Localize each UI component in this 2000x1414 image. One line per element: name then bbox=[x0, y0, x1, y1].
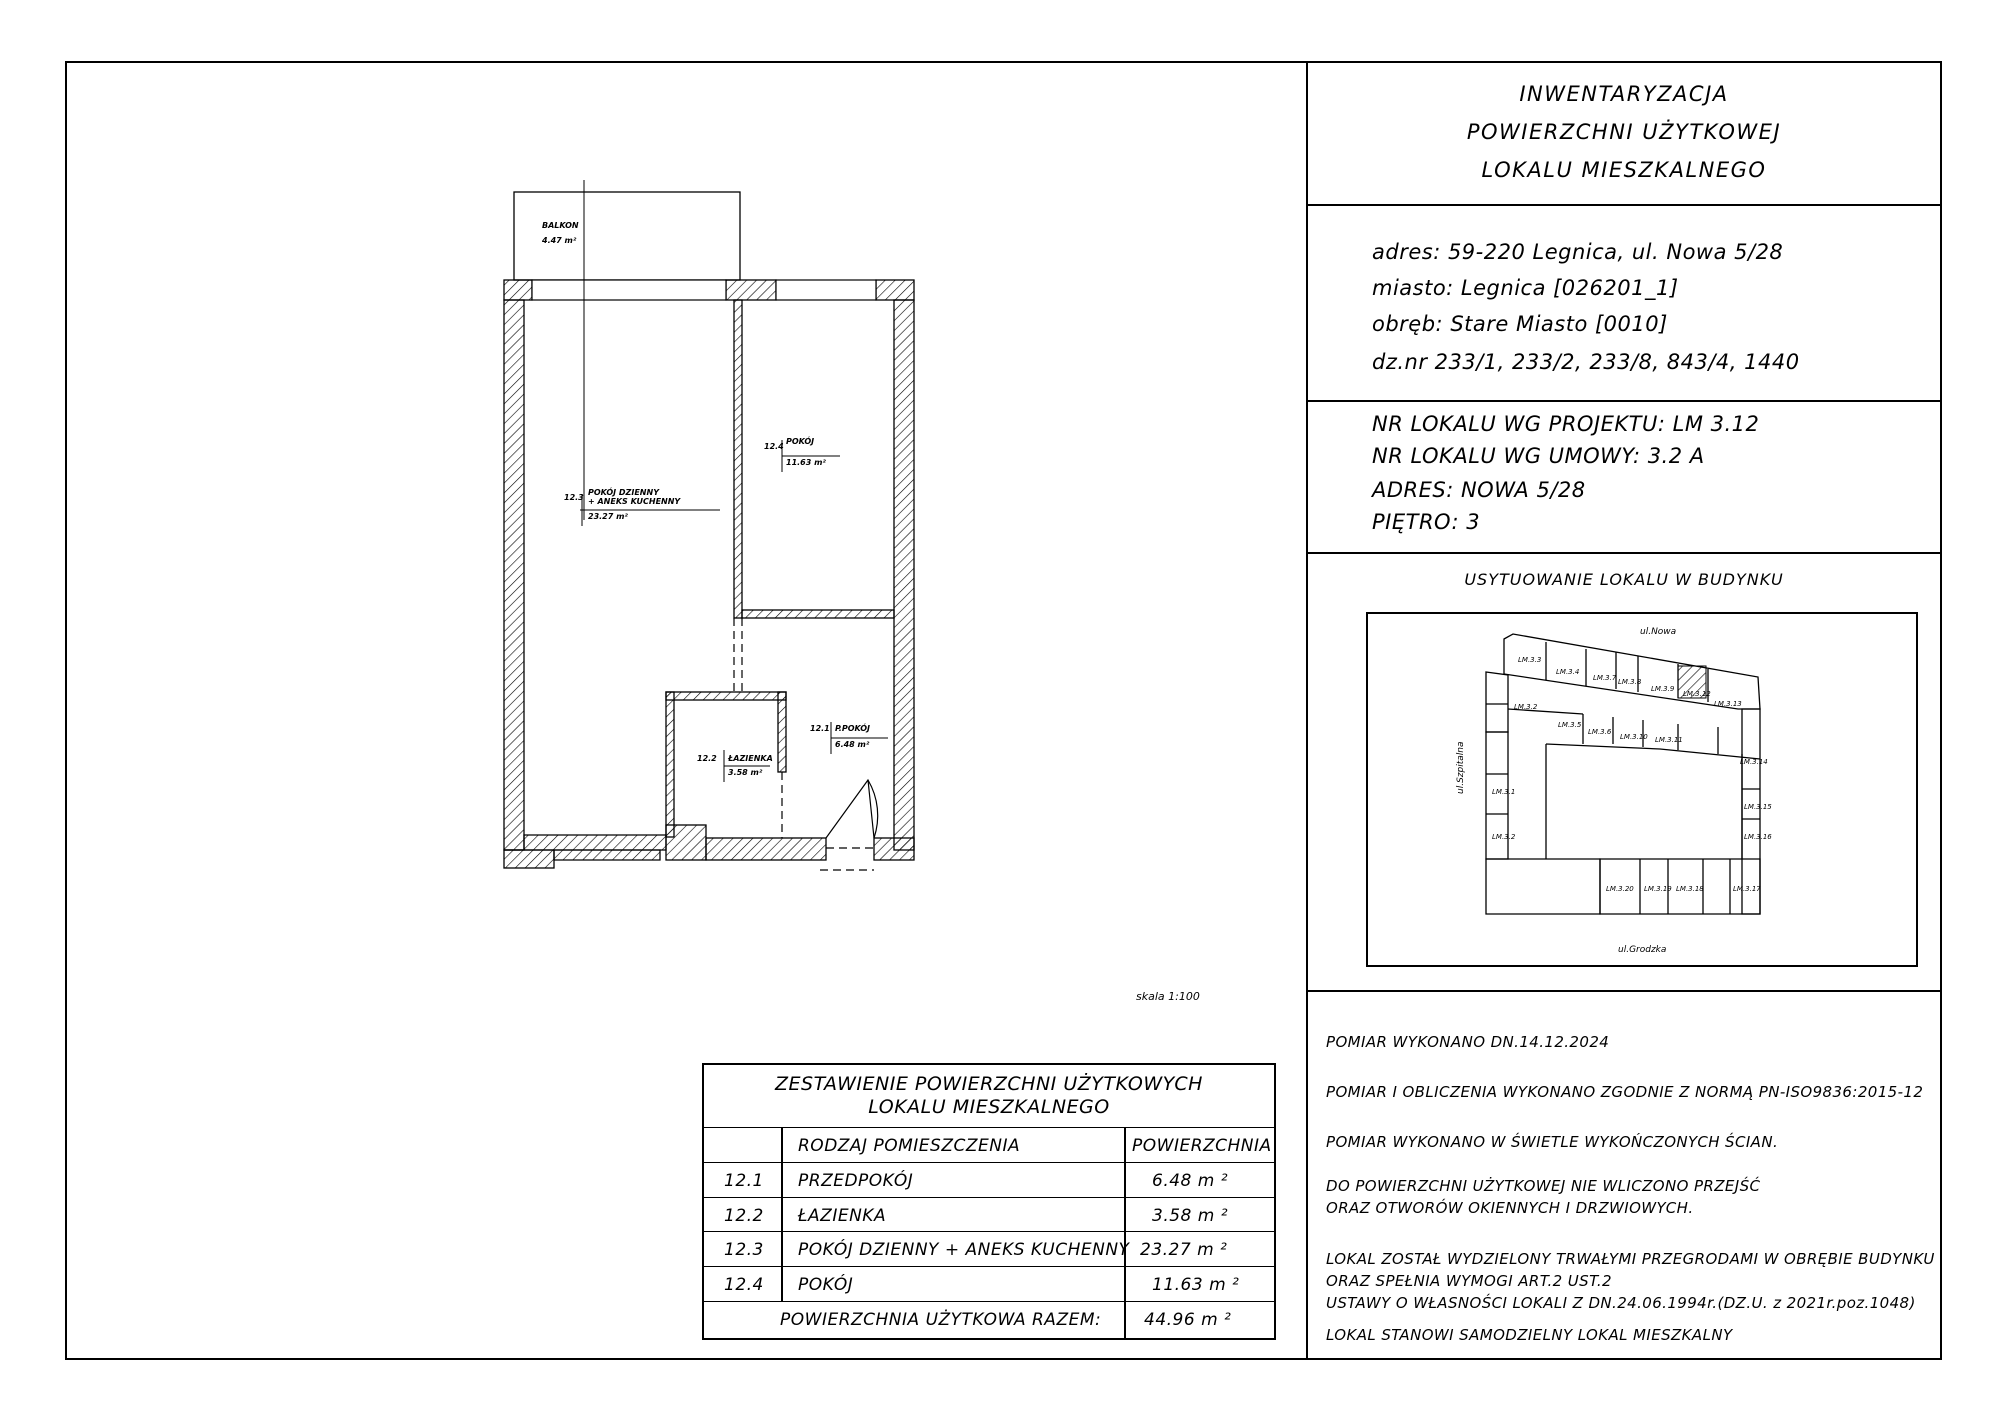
site-unit-label: LM.3.4 bbox=[1556, 668, 1580, 676]
row-room-name: ŁAZIENKA bbox=[798, 1206, 887, 1226]
row-area: 3.58 m ² bbox=[1152, 1206, 1229, 1226]
site-unit-label: LM.3.18 bbox=[1676, 885, 1704, 893]
site-unit-label: LM.3.3 bbox=[1518, 656, 1542, 664]
site-unit-label: LM.3.2 bbox=[1492, 833, 1516, 841]
site-unit-label: LM.3.5 bbox=[1558, 721, 1582, 729]
room-name: POKÓJ bbox=[786, 437, 815, 446]
room-name: ŁAZIENKA bbox=[728, 754, 773, 763]
wall bbox=[874, 838, 914, 860]
room-area: 23.27 m² bbox=[588, 512, 628, 521]
unit-address: ADRES: NOWA 5/28 bbox=[1372, 478, 1586, 502]
street-west-label: ul.Szpitalna bbox=[1456, 741, 1466, 794]
summary-table bbox=[702, 1063, 1276, 1340]
balcony-area-unit: m² bbox=[564, 236, 577, 245]
location-title: USYTUOWANIE LOKALU W BUDYNKU bbox=[1464, 570, 1784, 589]
entrance-door bbox=[868, 780, 874, 838]
table-rule bbox=[704, 1231, 1274, 1232]
address-line: adres: 59-220 Legnica, ul. Nowa 5/28 bbox=[1372, 240, 1784, 264]
row-room-name: POKÓJ DZIENNY + ANEKS KUCHENNY bbox=[798, 1240, 1130, 1260]
note-standard: POMIAR I OBLICZENIA WYKONANO ZGODNIE Z NORMĄ PN-ISO9836:2015-12 bbox=[1326, 1083, 1924, 1101]
summary-title-1: ZESTAWIENIE POWIERZCHNI UŻYTKOWYCH bbox=[775, 1073, 1203, 1095]
row-number: 12.2 bbox=[724, 1206, 764, 1226]
table-rule bbox=[704, 1197, 1274, 1198]
header-room-type: RODZAJ POMIESZCZENIA bbox=[798, 1136, 1021, 1156]
site-plan bbox=[1368, 614, 1916, 965]
note-walls: POMIAR WYKONANO W ŚWIETLE WYKOŃCZONYCH ŚCIAN. bbox=[1326, 1133, 1779, 1151]
summary-title-2: LOKALU MIESZKALNEGO bbox=[868, 1096, 1110, 1118]
partition bbox=[734, 300, 742, 618]
title-line-1: INWENTARYZACJA bbox=[1519, 82, 1729, 106]
wall bbox=[504, 850, 554, 868]
room-name: POKÓJ DZIENNY bbox=[588, 488, 659, 497]
balcony-area-value: 4.47 bbox=[542, 236, 562, 245]
table-rule bbox=[704, 1301, 1274, 1302]
wall bbox=[504, 280, 532, 300]
partition bbox=[742, 610, 894, 618]
balcony-label: BALKON bbox=[542, 221, 579, 230]
title-block-divider bbox=[1306, 61, 1308, 1360]
site-unit-label: LM.3.20 bbox=[1606, 885, 1634, 893]
wall bbox=[554, 850, 660, 860]
title-line-3: LOKALU MIESZKALNEGO bbox=[1481, 158, 1767, 182]
unit-contract-no: NR LOKALU WG UMOWY: 3.2 A bbox=[1372, 444, 1705, 468]
room-area: 6.48 m² bbox=[835, 740, 870, 749]
scale-label: skala 1:100 bbox=[1136, 990, 1200, 1003]
entrance-door-swing bbox=[826, 780, 878, 838]
note-measurement-date: POMIAR WYKONANO DN.14.12.2024 bbox=[1326, 1033, 1610, 1051]
site-unit-label: LM.3.19 bbox=[1644, 885, 1672, 893]
note-independent-unit: LOKAL STANOWI SAMODZIELNY LOKAL MIESZKALNY bbox=[1326, 1326, 1733, 1344]
row-number: 12.1 bbox=[724, 1171, 764, 1191]
row-area: 6.48 m ² bbox=[1152, 1171, 1229, 1191]
site-plan-frame bbox=[1366, 612, 1918, 967]
site-unit-label: LM.3.14 bbox=[1740, 758, 1768, 766]
title-block-separator bbox=[1306, 552, 1942, 554]
district-line: obręb: Stare Miasto [0010] bbox=[1372, 312, 1668, 336]
site-unit-label: LM.3.12 bbox=[1683, 690, 1711, 698]
total-label: POWIERZCHNIA UŻYTKOWA RAZEM: bbox=[780, 1310, 1102, 1330]
wall bbox=[894, 300, 914, 850]
room-name: + ANEKS KUCHENNY bbox=[588, 497, 681, 506]
row-number: 12.4 bbox=[724, 1275, 764, 1295]
site-unit-label: LM.3.13 bbox=[1714, 700, 1742, 708]
site-unit-label: LM.3.9 bbox=[1651, 685, 1675, 693]
row-room-name: PRZEDPOKÓJ bbox=[798, 1171, 914, 1191]
room-number: 12.2 bbox=[697, 754, 717, 763]
title-block-separator bbox=[1306, 204, 1942, 206]
row-area: 11.63 m ² bbox=[1152, 1275, 1240, 1295]
note-exclusions-1: DO POWIERZCHNI UŻYTKOWEJ NIE WLICZONO PRZEJŚĆ bbox=[1326, 1177, 1761, 1195]
wall bbox=[504, 835, 666, 850]
site-unit-label: LM.3.6 bbox=[1588, 728, 1612, 736]
site-unit-label: LM.3.16 bbox=[1744, 833, 1772, 841]
wall bbox=[726, 280, 776, 300]
title-block-separator bbox=[1306, 990, 1942, 992]
table-rule bbox=[704, 1266, 1274, 1267]
site-unit-label: LM.3.7 bbox=[1593, 674, 1617, 682]
room-number: 12.4 bbox=[764, 442, 784, 451]
title-block-separator bbox=[1306, 400, 1942, 402]
site-unit-label: LM.3.15 bbox=[1744, 803, 1772, 811]
balcony-area bbox=[542, 236, 576, 245]
site-unit-label: LM.3.2 bbox=[1514, 703, 1538, 711]
table-col-sep bbox=[781, 1127, 783, 1301]
partition bbox=[778, 692, 786, 772]
partition bbox=[666, 692, 786, 700]
site-unit-label: LM.3.11 bbox=[1655, 736, 1683, 744]
site-unit-label: LM.3.1 bbox=[1492, 788, 1516, 796]
room-number: 12.3 bbox=[564, 493, 584, 502]
room-number: 12.1 bbox=[810, 724, 830, 733]
total-value: 44.96 m ² bbox=[1144, 1310, 1232, 1330]
unit-floor: PIĘTRO: 3 bbox=[1372, 510, 1481, 534]
window bbox=[532, 280, 726, 300]
wall bbox=[706, 838, 826, 860]
header-area: POWIERZCHNIA bbox=[1132, 1136, 1272, 1156]
wall bbox=[504, 300, 524, 850]
floor-plan bbox=[490, 180, 940, 900]
room-area: 3.58 m² bbox=[728, 768, 763, 777]
partition bbox=[666, 692, 674, 837]
row-room-name: POKÓJ bbox=[798, 1275, 854, 1295]
note-legal-3: USTAWY O WŁASNOŚCI LOKALI Z DN.24.06.1994r.(DZ.U. z 2021r.poz.1048) bbox=[1326, 1294, 1916, 1312]
table-rule bbox=[704, 1127, 1274, 1128]
wall bbox=[876, 280, 914, 300]
parcel-line: dz.nr 233/1, 233/2, 233/8, 843/4, 1440 bbox=[1372, 350, 1800, 374]
site-unit-label: LM.3.17 bbox=[1733, 885, 1761, 893]
unit-project-no: NR LOKALU WG PROJEKTU: LM 3.12 bbox=[1372, 412, 1760, 436]
table-rule bbox=[704, 1162, 1274, 1163]
site-unit-label: LM.3.8 bbox=[1618, 678, 1642, 686]
site-unit-label: LM.3.10 bbox=[1620, 733, 1648, 741]
room-area: 11.63 m² bbox=[786, 458, 826, 467]
row-area: 23.27 m ² bbox=[1140, 1240, 1228, 1260]
table-col-sep bbox=[1124, 1127, 1126, 1338]
note-exclusions-2: ORAZ OTWORÓW OKIENNYCH I DRZWIOWYCH. bbox=[1326, 1199, 1694, 1217]
note-legal-1: LOKAL ZOSTAŁ WYDZIELONY TRWAŁYMI PRZEGRODAMI W OBRĘBIE BUDYNKU bbox=[1326, 1250, 1935, 1268]
window bbox=[776, 280, 876, 300]
row-number: 12.3 bbox=[724, 1240, 764, 1260]
street-south-label: ul.Grodzka bbox=[1618, 945, 1667, 955]
title-line-2: POWIERZCHNI UŻYTKOWEJ bbox=[1466, 120, 1782, 144]
street-north-label: ul.Nowa bbox=[1640, 627, 1677, 637]
note-legal-2: ORAZ SPEŁNIA WYMOGI ART.2 UST.2 bbox=[1326, 1272, 1612, 1290]
city-line: miasto: Legnica [026201_1] bbox=[1372, 276, 1679, 300]
room-name: P.POKÓJ bbox=[835, 724, 870, 733]
